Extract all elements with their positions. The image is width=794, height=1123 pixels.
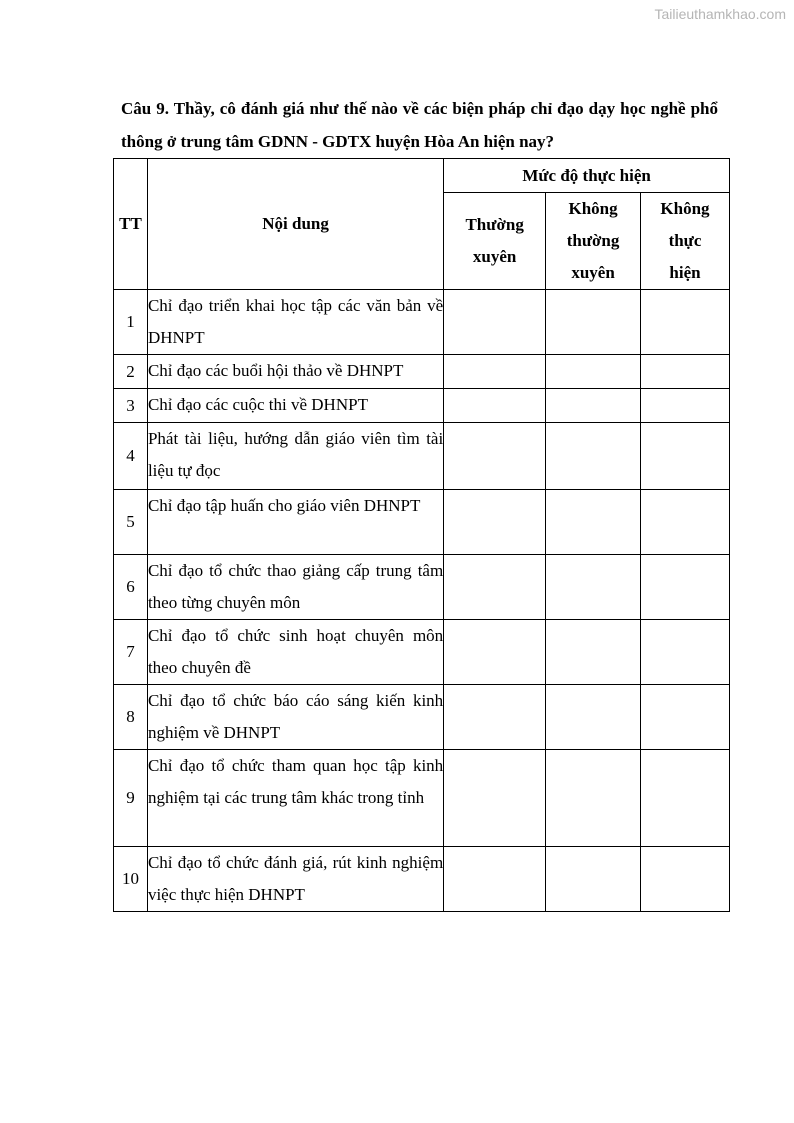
table-row bbox=[114, 490, 730, 555]
header-col-2: Không thường xuyên bbox=[546, 193, 641, 290]
row-content: Chỉ đạo các buổi hội thảo về DHNPT bbox=[147, 355, 443, 389]
row-content: Chỉ đạo tổ chức báo cáo sáng kiến kinh nghiệm về DHNPT bbox=[147, 685, 443, 750]
rating-cell-2[interactable] bbox=[546, 490, 641, 555]
rating-cell-3[interactable] bbox=[641, 555, 730, 620]
rating-cell-2[interactable] bbox=[546, 389, 641, 423]
rating-cell-3[interactable] bbox=[641, 423, 730, 490]
rating-cell-3[interactable] bbox=[641, 355, 730, 389]
row-content: Phát tài liệu, hướng dẫn giáo viên tìm tài liệu tự đọc bbox=[147, 423, 443, 490]
header-content: Nội dung bbox=[147, 159, 443, 290]
rating-cell-1[interactable] bbox=[444, 847, 546, 912]
rating-cell-2[interactable] bbox=[546, 555, 641, 620]
survey-table bbox=[113, 158, 730, 912]
rating-cell-1[interactable] bbox=[444, 555, 546, 620]
watermark: Tailieuthamkhao.com bbox=[654, 6, 786, 22]
table-row bbox=[114, 290, 730, 355]
rating-cell-3[interactable] bbox=[641, 685, 730, 750]
rating-cell-3[interactable] bbox=[641, 620, 730, 685]
row-content: Chỉ đạo tổ chức tham quan học tập kinh nghiệm tại các trung tâm khác trong tỉnh bbox=[147, 750, 443, 847]
question-text: Câu 9. Thầy, cô đánh giá như thế nào về các biện pháp chỉ đạo dạy học nghề phổ thông ở trung tâm GDNN - GDTX huyện Hòa An hiện nay? bbox=[121, 99, 718, 151]
row-content: Chỉ đạo triển khai học tập các văn bản về DHNPT bbox=[147, 290, 443, 355]
row-number: 2 bbox=[114, 355, 148, 389]
header-col-1: Thường xuyên bbox=[444, 193, 546, 290]
row-number: 6 bbox=[114, 555, 148, 620]
row-number: 3 bbox=[114, 389, 148, 423]
rating-cell-1[interactable] bbox=[444, 620, 546, 685]
rating-cell-2[interactable] bbox=[546, 750, 641, 847]
rating-cell-1[interactable] bbox=[444, 389, 546, 423]
table-row bbox=[114, 389, 730, 423]
row-number: 7 bbox=[114, 620, 148, 685]
rating-cell-3[interactable] bbox=[641, 290, 730, 355]
rating-cell-3[interactable] bbox=[641, 389, 730, 423]
row-content: Chỉ đạo tập huấn cho giáo viên DHNPT bbox=[147, 490, 443, 555]
table-row bbox=[114, 423, 730, 490]
row-number: 10 bbox=[114, 847, 148, 912]
table-row bbox=[114, 620, 730, 685]
row-number: 5 bbox=[114, 490, 148, 555]
rating-cell-2[interactable] bbox=[546, 620, 641, 685]
row-content: Chỉ đạo tổ chức đánh giá, rút kinh nghiệm việc thực hiện DHNPT bbox=[147, 847, 443, 912]
table-row bbox=[114, 355, 730, 389]
table-row bbox=[114, 847, 730, 912]
row-content: Chỉ đạo tổ chức sinh hoạt chuyên môn theo chuyên đề bbox=[147, 620, 443, 685]
row-number: 1 bbox=[114, 290, 148, 355]
table-row bbox=[114, 555, 730, 620]
rating-cell-1[interactable] bbox=[444, 290, 546, 355]
rating-cell-2[interactable] bbox=[546, 423, 641, 490]
rating-cell-3[interactable] bbox=[641, 847, 730, 912]
rating-cell-1[interactable] bbox=[444, 490, 546, 555]
rating-cell-3[interactable] bbox=[641, 490, 730, 555]
header-col-3: Không thực hiện bbox=[641, 193, 730, 290]
rating-cell-1[interactable] bbox=[444, 423, 546, 490]
rating-cell-2[interactable] bbox=[546, 847, 641, 912]
table-row bbox=[114, 750, 730, 847]
rating-cell-1[interactable] bbox=[444, 685, 546, 750]
rating-cell-2[interactable] bbox=[546, 355, 641, 389]
table-row bbox=[114, 685, 730, 750]
row-content: Chỉ đạo tổ chức thao giảng cấp trung tâm theo từng chuyên môn bbox=[147, 555, 443, 620]
rating-cell-3[interactable] bbox=[641, 750, 730, 847]
header-group: Mức độ thực hiện bbox=[444, 159, 730, 193]
row-content: Chỉ đạo các cuộc thi về DHNPT bbox=[147, 389, 443, 423]
row-number: 9 bbox=[114, 750, 148, 847]
rating-cell-2[interactable] bbox=[546, 290, 641, 355]
row-number: 4 bbox=[114, 423, 148, 490]
rating-cell-2[interactable] bbox=[546, 685, 641, 750]
rating-cell-1[interactable] bbox=[444, 355, 546, 389]
rating-cell-1[interactable] bbox=[444, 750, 546, 847]
header-tt: TT bbox=[114, 159, 148, 290]
row-number: 8 bbox=[114, 685, 148, 750]
